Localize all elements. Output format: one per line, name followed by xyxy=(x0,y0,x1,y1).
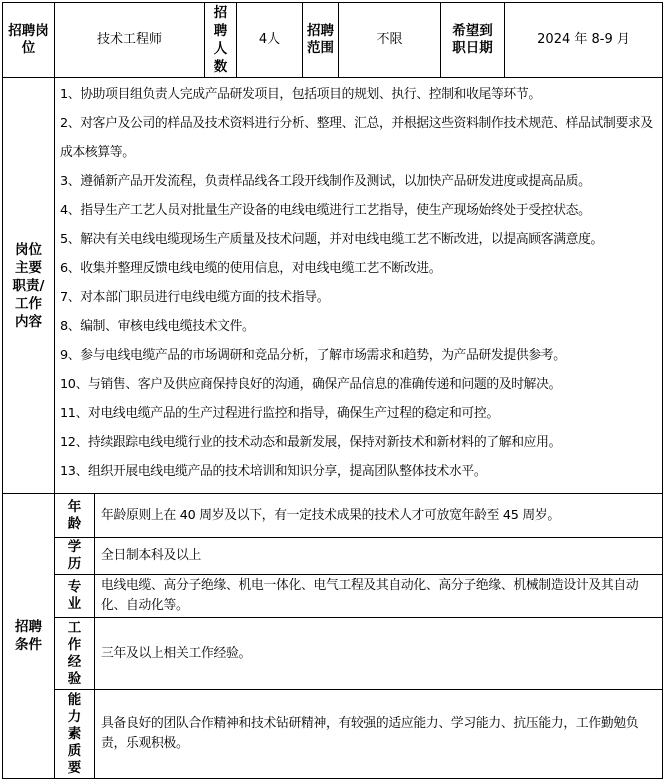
date-value: 2024 年 8-9 月 xyxy=(505,3,663,78)
duty-item: 1、协助项目组负责人完成产品研发项目，包括项目的规划、执行、控制和收尾等环节。 xyxy=(60,87,541,102)
requirement-value: 年龄原则上在 40 周岁及以下，有一定技术成果的技术人才可放宽年龄至 45 周岁。 xyxy=(95,494,663,538)
requirement-row-major xyxy=(3,575,663,618)
count-label: 招聘人数 xyxy=(205,3,237,78)
duty-item: 13、组织开展电线电缆产品的技术培训和知识分享，提高团队整体技术水平。 xyxy=(60,464,487,479)
requirement-value: 具备良好的团队合作精神和技术钻研精神，有较强的适应能力、学习能力、抗压能力，工作勤勉负责，乐观积极。 xyxy=(95,690,663,779)
duty-item: 11、对电线电缆产品的生产过程进行监控和指导，确保生产过程的稳定和可控。 xyxy=(60,406,499,421)
requirement-row-experience xyxy=(3,618,663,690)
requirement-row-age xyxy=(3,494,663,538)
count-value: 4人 xyxy=(237,3,303,78)
requirement-label: 学历 xyxy=(55,538,95,575)
duty-item: 8、编制、审核电线电缆技术文件。 xyxy=(60,319,255,334)
duties-row xyxy=(3,78,663,494)
requirement-value: 全日制本科及以上 xyxy=(95,538,663,575)
date-label: 希望到职日期 xyxy=(441,3,505,78)
duty-item: 10、与销售、客户及供应商保持良好的沟通，确保产品信息的准确传递和问题的及时解决。 xyxy=(60,377,562,392)
duty-item: 9、参与电线电缆产品的市场调研和竞品分析，了解市场需求和趋势，为产品研发提供参考。 xyxy=(60,348,566,363)
position-value: 技术工程师 xyxy=(55,3,205,78)
requirement-label: 能力素质要 xyxy=(55,690,95,779)
requirement-row-education xyxy=(3,538,663,575)
requirement-value: 电线电缆、高分子绝缘、机电一体化、电气工程及其自动化、高分子绝缘、机械制造设计及其自动化、自动化等。 xyxy=(95,575,663,618)
job-posting-table xyxy=(2,2,663,779)
scope-label: 招聘范围 xyxy=(303,3,339,78)
scope-value: 不限 xyxy=(339,3,441,78)
duty-item: 12、持续跟踪电线电缆行业的技术动态和最新发展，保持对新技术和新材料的了解和应用。 xyxy=(60,435,562,450)
requirement-label: 工作经验 xyxy=(55,618,95,690)
header-row xyxy=(3,3,663,78)
requirement-label: 专业 xyxy=(55,575,95,618)
duty-item: 6、收集并整理反馈电线电缆的使用信息，对电线电缆工艺不断改进。 xyxy=(60,261,442,276)
duty-item: 5、解决有关电线电缆现场生产质量及技术问题，并对电线电缆工艺不断改进，以提高顾客满意度。 xyxy=(60,232,604,247)
duties-label: 岗位主要职责/工作内容 xyxy=(3,78,55,494)
requirement-label: 年龄 xyxy=(55,494,95,538)
duty-item: 7、对本部门职员进行电线电缆方面的技术指导。 xyxy=(60,290,330,305)
duty-item: 4、指导生产工艺人员对批量生产设备的电线电缆进行工艺指导，使生产现场始终处于受控状态。 xyxy=(60,203,591,218)
requirement-row-ability xyxy=(3,690,663,779)
duty-item: 2、对客户及公司的样品及技术资料进行分析、整理、汇总，并根据这些资料制作技术规范、样品试制要求及成本核算等。 xyxy=(60,116,653,160)
duties-list xyxy=(55,78,663,494)
position-label: 招聘岗位 xyxy=(3,3,55,78)
requirements-label: 招聘条件 xyxy=(3,494,55,779)
duty-item: 3、遵循新产品开发流程，负责样品线各工段开线制作及测试，以加快产品研发进度或提高品质。 xyxy=(60,174,591,189)
requirement-value: 三年及以上相关工作经验。 xyxy=(95,618,663,690)
